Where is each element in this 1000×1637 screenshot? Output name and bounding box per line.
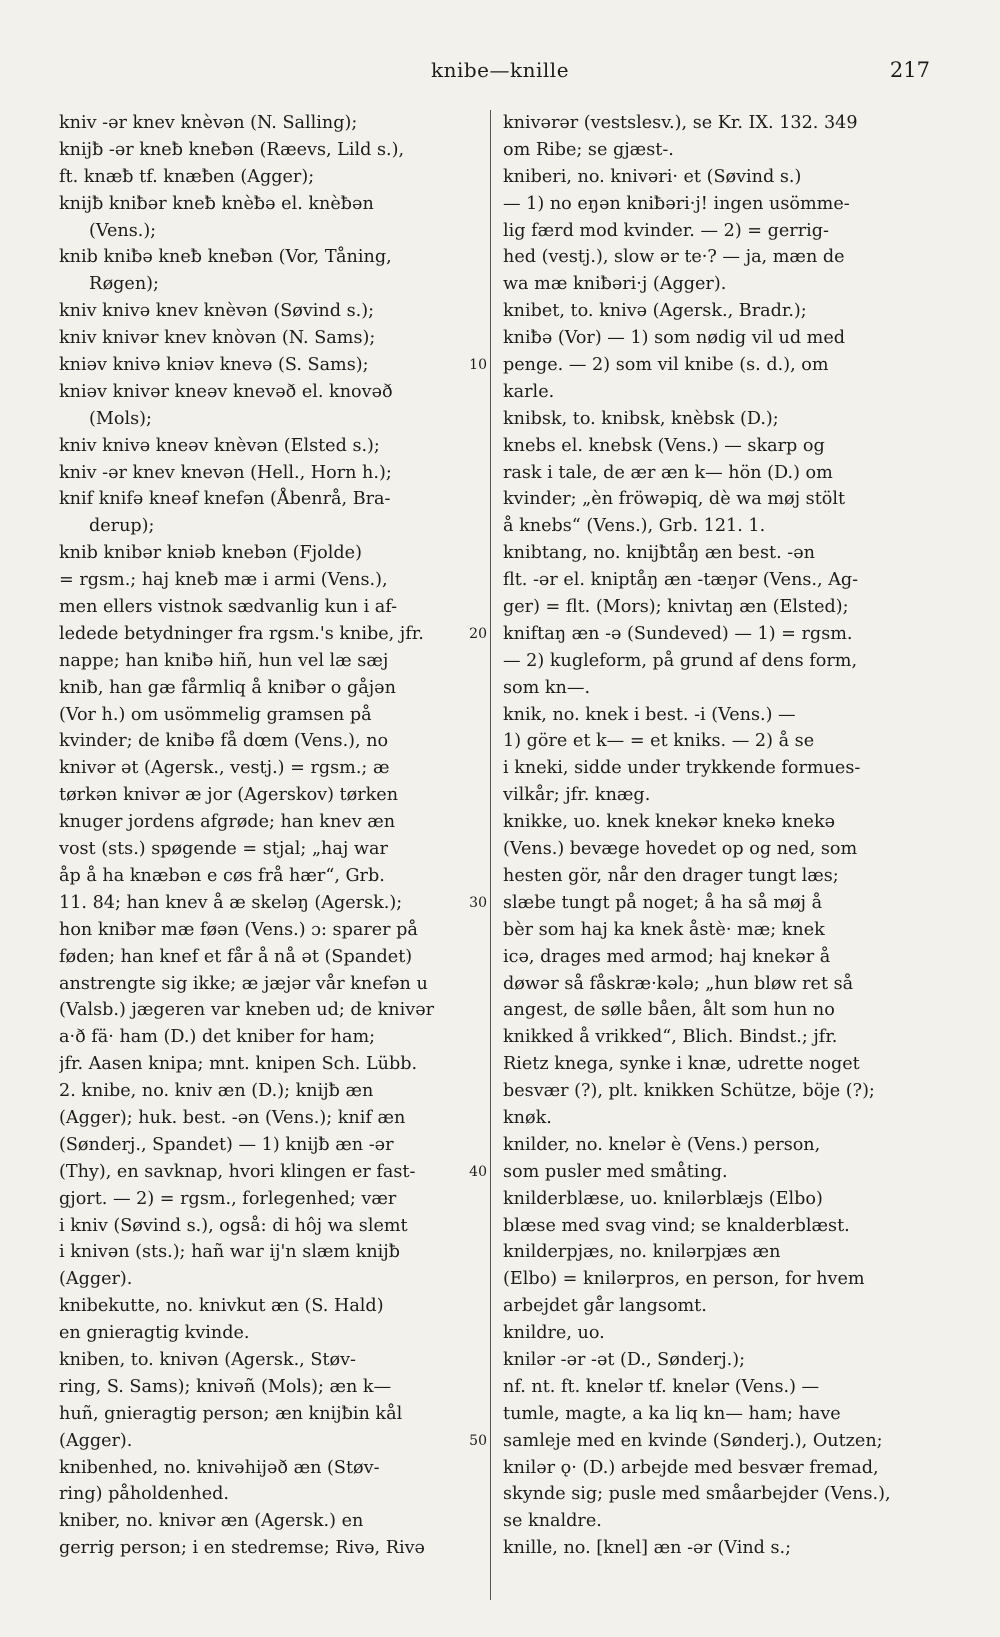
text-line: kniftaŋ æn -ə (Sundeved) — 1) = rgsm.	[503, 623, 853, 644]
text-line: blæse med svag vind; se knalderblæst.	[503, 1215, 850, 1236]
text-line: knib knibər kniəb knebən (Fjolde)	[59, 543, 362, 564]
text-line: 2. knibe, no. kniv æn (D.); knijƀ æn	[59, 1081, 374, 1102]
text-line: (Agger).	[59, 1269, 133, 1290]
text-line: = rgsm.; haj kneƀ mæ i armi (Vens.),	[59, 570, 388, 591]
text-line: a·ð fä· ham (D.) det kniber for ham;	[59, 1027, 376, 1048]
text-line: kniəv knivə kniəv knevə (S. Sams);	[59, 355, 369, 376]
left-column	[59, 110, 464, 1562]
text-line: kniv -ər knev knèvən (N. Salling);	[59, 113, 358, 133]
text-line: i kneki, sidde under trykkende formues-	[503, 758, 861, 779]
text-line: Røgen);	[89, 274, 159, 295]
column-divider	[490, 110, 491, 1600]
text-line: knilər ǫ· (D.) arbejde med besvær fremad,	[503, 1457, 879, 1478]
text-line: knille, no. [knel] æn -ər (Vind s.;	[503, 1538, 792, 1559]
text-line: knilər -ər -ət (D., Sønderj.);	[503, 1349, 746, 1370]
text-line: huñ, gnieragtig person; æn knijƀin kål	[59, 1403, 403, 1424]
text-line: vost (sts.) spøgende = stjal; „haj war	[59, 839, 388, 860]
page-header	[0, 58, 1000, 88]
text-line: en gnieragtig kvinde.	[59, 1323, 250, 1344]
text-line: knibtang, no. knijƀtåŋ æn best. -ən	[503, 543, 815, 564]
text-line: — 2) kugleform, på grund af dens form,	[503, 650, 858, 671]
text-line: knikked å vrikked“, Blich. Bindst.; jfr.	[503, 1027, 838, 1048]
text-line: 11. 84; han knev å æ skeləŋ (Agersk.);	[59, 892, 403, 913]
text-line: (Vens.);	[89, 220, 157, 241]
text-line: angest, de sølle båen, ålt som hun no	[503, 1000, 835, 1021]
text-line: wa mæ kniƀəri·j (Agger).	[503, 274, 727, 295]
text-line: icə, drages med armod; haj knekər å	[503, 946, 831, 967]
text-line: bèr som haj ka knek åstè· mæ; knek	[503, 919, 825, 940]
text-line: penge. — 2) som vil knibe (s. d.), om	[503, 355, 829, 376]
text-line: tørkən knivər æ jor (Agerskov) tørken	[59, 785, 399, 806]
text-line: ring) påholdenhed.	[59, 1484, 229, 1505]
text-line: å knebs“ (Vens.), Grb. 121. 1.	[503, 516, 766, 537]
text-line: rask i tale, de ær æn k— hön (D.) om	[503, 462, 833, 483]
text-line: (Agger); huk. best. -ən (Vens.); knif æn	[59, 1107, 406, 1128]
line-number: 40	[469, 1164, 487, 1181]
text-line: kniəv knivər kneəv knevəð el. knovəð	[59, 381, 393, 402]
text-line: hesten gör, når den drager tungt læs;	[503, 865, 839, 886]
text-line: nf. nt. ft. knelər tf. knelər (Vens.) —	[503, 1376, 820, 1397]
text-line: tumle, magte, a ka liq kn— ham; have	[503, 1403, 841, 1424]
page-number: 217	[889, 58, 930, 82]
text-line: jfr. Aasen knipa; mnt. knipen Sch. Lübb.	[59, 1054, 418, 1075]
text-line: åp å ha knæbən e cøs frå hær“, Grb.	[59, 865, 385, 886]
text-line: slæbe tungt på noget; å ha så møj å	[503, 892, 823, 913]
text-line: gerrig person; i en stedremse; Rivə, Rivə	[59, 1538, 425, 1559]
text-line: knebs el. knebsk (Vens.) — skarp og	[503, 435, 825, 456]
text-line: kvinder; de kniƀə få dœm (Vens.), no	[59, 731, 389, 752]
text-line: ger) = flt. (Mors); knivtaŋ æn (Elsted);	[503, 597, 849, 618]
line-number: 50	[469, 1433, 487, 1450]
text-line: knib kniƀə kneƀ kneƀən (Vor, Tåning,	[59, 247, 392, 268]
text-line: men ellers vistnok sædvanlig kun i af-	[59, 597, 398, 618]
text-line: 1) göre et k— = et kniks. — 2) å se	[503, 731, 815, 752]
text-line: knibsk, to. knibsk, knèbsk (D.);	[503, 408, 779, 429]
text-line: (Agger).	[59, 1430, 133, 1451]
text-line: ft. knæƀ tf. knæƀen (Agger);	[59, 166, 315, 187]
text-line: samleje med en kvinde (Sønderj.), Outzen;	[503, 1430, 883, 1451]
text-line: som pusler med småting.	[503, 1161, 728, 1182]
text-line: — 1) no eŋən kniƀəri·j! ingen usömme-	[503, 193, 850, 214]
text-line: (Thy), en savknap, hvori klingen er fast-	[59, 1161, 416, 1182]
text-line: arbejdet går langsomt.	[503, 1296, 707, 1317]
text-line: som kn—.	[503, 677, 591, 698]
text-line: føden; han knef et får å nå ət (Spandet)	[59, 946, 413, 967]
text-line: (Elbo) = knilərpros, en person, for hvem	[503, 1269, 865, 1290]
text-line: anstrengte sig ikke; æ jæjər vår knefən u	[59, 973, 428, 994]
text-line: (Sønderj., Spandet) — 1) knijƀ æn -ər	[59, 1134, 394, 1155]
text-line: knuger jordens afgrøde; han knev æn	[59, 812, 396, 833]
line-number: 10	[469, 357, 487, 374]
text-line: kniv knivə knev knèvən (Søvind s.);	[59, 301, 375, 322]
text-line: Rietz knega, synke i knæ, udrette noget	[503, 1054, 860, 1075]
text-line: ring, S. Sams); knivəñ (Mols); æn k—	[59, 1376, 392, 1397]
text-line: knilderpjæs, no. knilərpjæs æn	[503, 1242, 781, 1263]
text-line: (Valsb.) jægeren var kneben ud; de knivər	[59, 1000, 435, 1021]
running-head: knibe—knille	[430, 58, 570, 82]
text-line: knikke, uo. knek knekər knekə knekə	[503, 812, 836, 833]
text-line: knilder, no. knelər è (Vens.) person,	[503, 1134, 821, 1155]
text-line: kniben, to. knivən (Agersk., Støv-	[59, 1349, 356, 1370]
text-line: se knaldre.	[503, 1511, 602, 1532]
text-line: knivər ət (Agersk., vestj.) = rgsm.; æ	[59, 758, 390, 779]
text-line: hon kniƀər mæ føən (Vens.) ɔ: sparer på	[59, 919, 418, 940]
text-line: kniv knivə kneəv knèvən (Elsted s.);	[59, 435, 380, 456]
text-line: kniberi, no. knivəri· et (Søvind s.)	[503, 166, 802, 187]
text-line: (Vor h.) om usömmelig gramsen på	[59, 704, 372, 725]
text-line: (Mols);	[89, 408, 152, 429]
text-line: kniƀə (Vor) — 1) som nødig vil ud med	[503, 328, 846, 349]
text-line: lig færd mod kvinder. — 2) = gerrig-	[503, 220, 829, 241]
text-line: knik, no. knek i best. -i (Vens.) —	[503, 704, 796, 725]
right-column	[503, 110, 908, 1562]
text-line: knif knifə kneəf knefən (Åbenrå, Bra-	[59, 489, 391, 510]
text-line: knildre, uo.	[503, 1323, 605, 1344]
line-number: 30	[469, 895, 487, 912]
text-line: i kniv (Søvind s.), også: di hôj wa slemt	[59, 1215, 408, 1236]
text-line: knijƀ -ər kneƀ kneƀən (Ræevs, Lild s.),	[59, 139, 405, 160]
text-line: knøk.	[503, 1107, 552, 1128]
text-line: knijƀ kniƀər kneƀ knèƀə el. knèƀən	[59, 193, 374, 214]
text-line: knibet, to. knivə (Agersk., Bradr.);	[503, 301, 807, 322]
line-number: 20	[469, 626, 487, 643]
text-line: kniƀ, han gæ fårmliq å kniƀər o gåjən	[59, 677, 396, 698]
text-line: besvær (?), plt. knikken Schütze, böje (?);	[503, 1081, 875, 1102]
text-line: gjort. — 2) = rgsm., forlegenhed; vær	[59, 1188, 397, 1209]
text-line: om Ribe; se gjæst-.	[503, 139, 674, 160]
text-line: i knivən (sts.); hañ war ij'n slæm knijƀ	[59, 1242, 401, 1263]
text-line: knibenhed, no. knivəhijəð æn (Støv-	[59, 1457, 380, 1478]
text-line: ledede betydninger fra rgsm.'s knibe, jfr.	[59, 623, 424, 644]
text-line: (Vens.) bevæge hovedet op og ned, som	[503, 839, 858, 860]
text-line: kniv knivər knev knòvən (N. Sams);	[59, 328, 376, 349]
text-line: kvinder; „èn fröwəpiq, dè wa møj stölt	[503, 489, 846, 510]
text-line: derup);	[89, 516, 155, 537]
text-line: knibekutte, no. knivkut æn (S. Hald)	[59, 1296, 384, 1317]
text-line: hed (vestj.), slow ər te·? — ja, mæn de	[503, 247, 845, 268]
text-line: karle.	[503, 381, 555, 402]
text-line: kniber, no. knivər æn (Agersk.) en	[59, 1511, 364, 1532]
text-line: flt. -ər el. kniptåŋ æn -tæŋər (Vens., Ag-	[503, 570, 859, 591]
text-line: knilderblæse, uo. knilərblæjs (Elbo)	[503, 1188, 823, 1209]
text-line: døwər så fåskræ·kələ; „hun bløw ret så	[503, 973, 854, 994]
text-line: knivərər (vestslesv.), se Kr. IX. 132. 349	[503, 113, 858, 133]
text-line: skynde sig; pusle med småarbejder (Vens.),	[503, 1484, 891, 1505]
text-line: kniv -ər knev knevən (Hell., Horn h.);	[59, 462, 392, 483]
text-line: nappe; han kniƀə hiñ, hun vel læ sæj	[59, 650, 389, 671]
text-line: vilkår; jfr. knæg.	[503, 785, 651, 806]
